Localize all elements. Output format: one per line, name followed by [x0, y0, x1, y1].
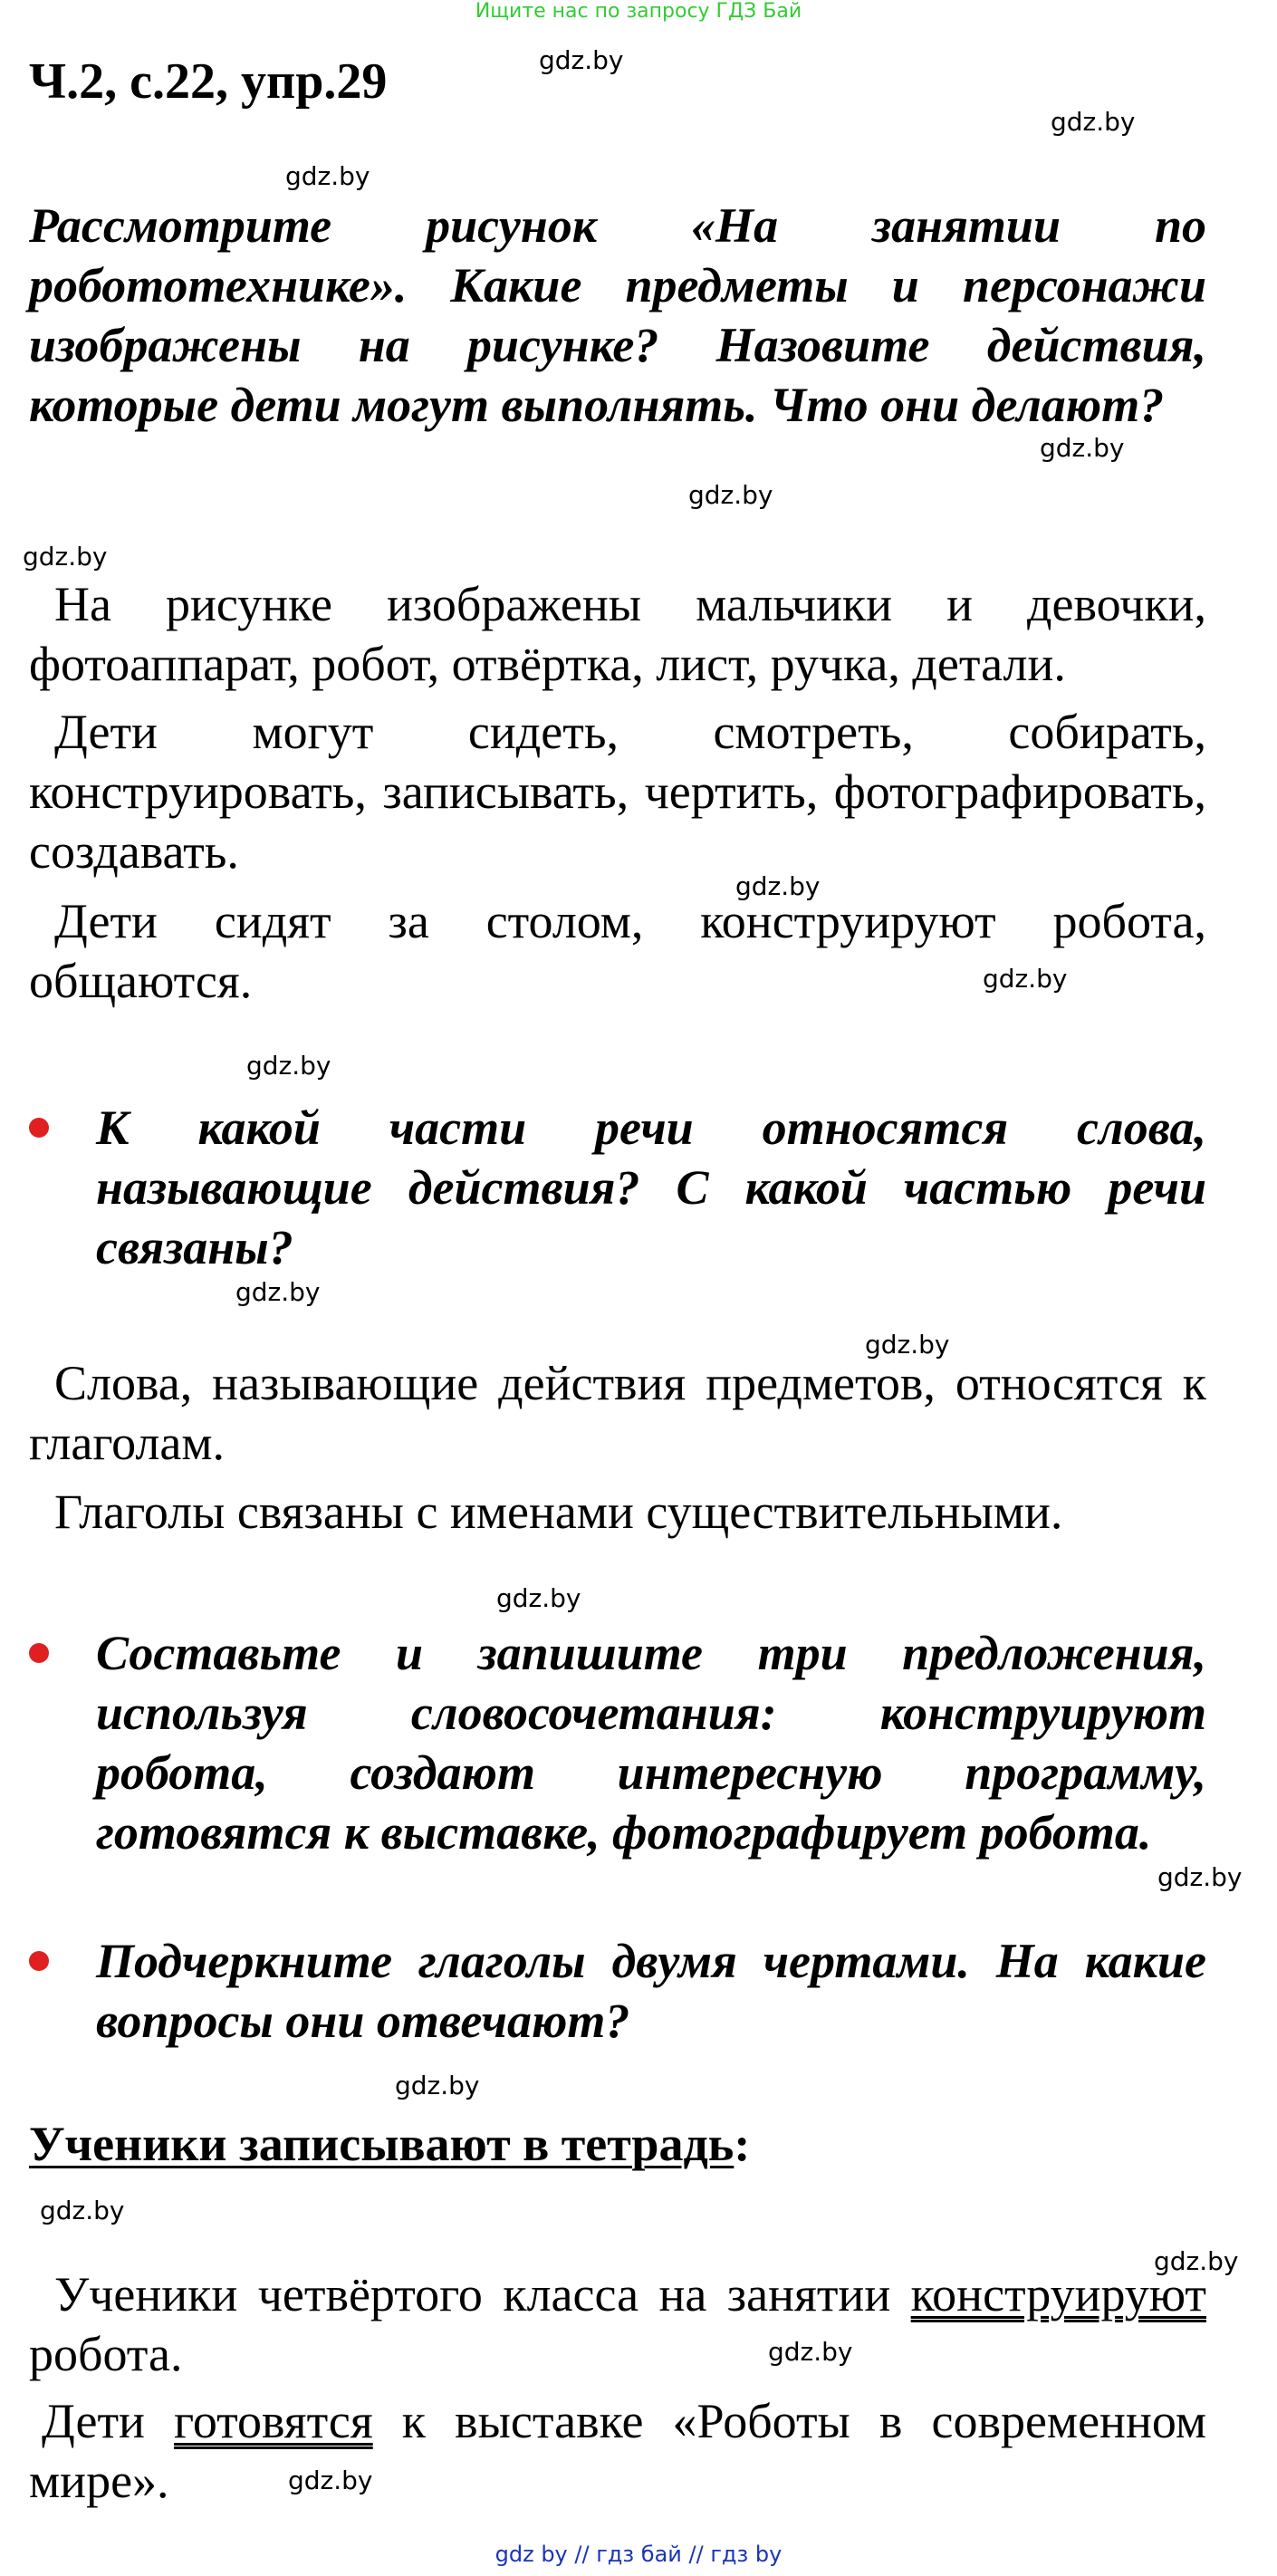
watermark: gdz.by: [1154, 2246, 1239, 2276]
underlined-verb: готовятся: [174, 2394, 373, 2448]
footer-links[interactable]: gdz by // гдз бай // гдз by: [494, 2542, 783, 2567]
watermark: gdz.by: [285, 161, 370, 191]
watermark: gdz.by: [539, 45, 624, 75]
watermark: gdz.by: [235, 1277, 321, 1307]
answer-paragraph: Глаголы связаны с именами существительными.: [54, 1485, 1063, 1539]
notebook-heading-colon: :: [734, 2117, 751, 2171]
answer-paragraph: Слова, называющие действия предметов, относятся к глаголам.: [29, 1356, 1206, 1470]
watermark: gdz.by: [1051, 107, 1136, 137]
watermark: gdz.by: [768, 2337, 853, 2367]
bullet-question: [29, 1931, 1206, 2051]
watermark: gdz.by: [865, 1330, 950, 1360]
notebook-heading-text: Ученики записывают в тетрадь: [29, 2117, 735, 2171]
watermark: gdz.by: [1040, 433, 1125, 463]
bullet-dot: [29, 1118, 49, 1138]
watermark: gdz.by: [735, 871, 821, 901]
sentence-text: робота.: [29, 2327, 183, 2381]
bullet-question-text: Подчеркните глаголы двумя чертами. На какие вопросы они отвечают?: [96, 1934, 1206, 2048]
watermark: gdz.by: [23, 542, 108, 572]
bullet-question-text: К какой части речи относятся слова, называющие действия? С какой частью речи связаны?: [96, 1101, 1206, 1274]
bullet-dot: [29, 1951, 49, 1971]
answer-paragraph: На рисунке изображены мальчики и девочки, фотоаппарат, робот, отвёртка, лист, ручка, детали.: [29, 577, 1206, 691]
bullet-dot: [29, 1643, 49, 1663]
sentence-text: Ученики четвёртого класса на занятии: [54, 2267, 911, 2321]
watermark: gdz.by: [40, 2196, 125, 2225]
watermark: gdz.by: [496, 1583, 581, 1613]
bullet-question: [29, 1623, 1206, 1862]
notebook-sentence: [29, 2391, 1206, 2511]
answer-paragraph: Дети сидят за столом, конструируют робота, общаются.: [29, 894, 1206, 1008]
watermark: gdz.by: [246, 1051, 331, 1081]
watermark: gdz.by: [688, 480, 773, 510]
underlined-verb: конструируют: [910, 2267, 1206, 2321]
watermark: gdz.by: [983, 964, 1068, 994]
notebook-sentence: [29, 2264, 1206, 2384]
bullet-question: [29, 1098, 1206, 1277]
top-banner[interactable]: Ищите нас по запросу ГДЗ Бай: [475, 0, 802, 23]
watermark: gdz.by: [1157, 1862, 1243, 1892]
watermark: gdz.by: [395, 2071, 480, 2100]
page-title: Ч.2, с.22, упр.29: [29, 53, 388, 110]
answer-paragraph: Дети могут сидеть, смотреть, собирать, конструировать, записывать, чертить, фотографировать, создавать.: [29, 705, 1206, 879]
bullet-question-text: Составьте и запишите три предложения, используя словосочетания: конструируют робота, создают интересную программу, готовятся к выставке, фотографирует робота.: [96, 1626, 1206, 1860]
notebook-heading: [29, 2116, 750, 2172]
sentence-text: Дети: [42, 2394, 175, 2448]
task-question: Рассмотрите рисунок «На занятии по робототехнике». Какие предметы и персонажи изображены на рисунке? Назовите действия, которые дети могут выполнять. Что они делают?: [29, 198, 1206, 432]
watermark: gdz.by: [288, 2465, 373, 2495]
sentence-text: к выставке «Роботы в современном мире».: [29, 2394, 1206, 2508]
